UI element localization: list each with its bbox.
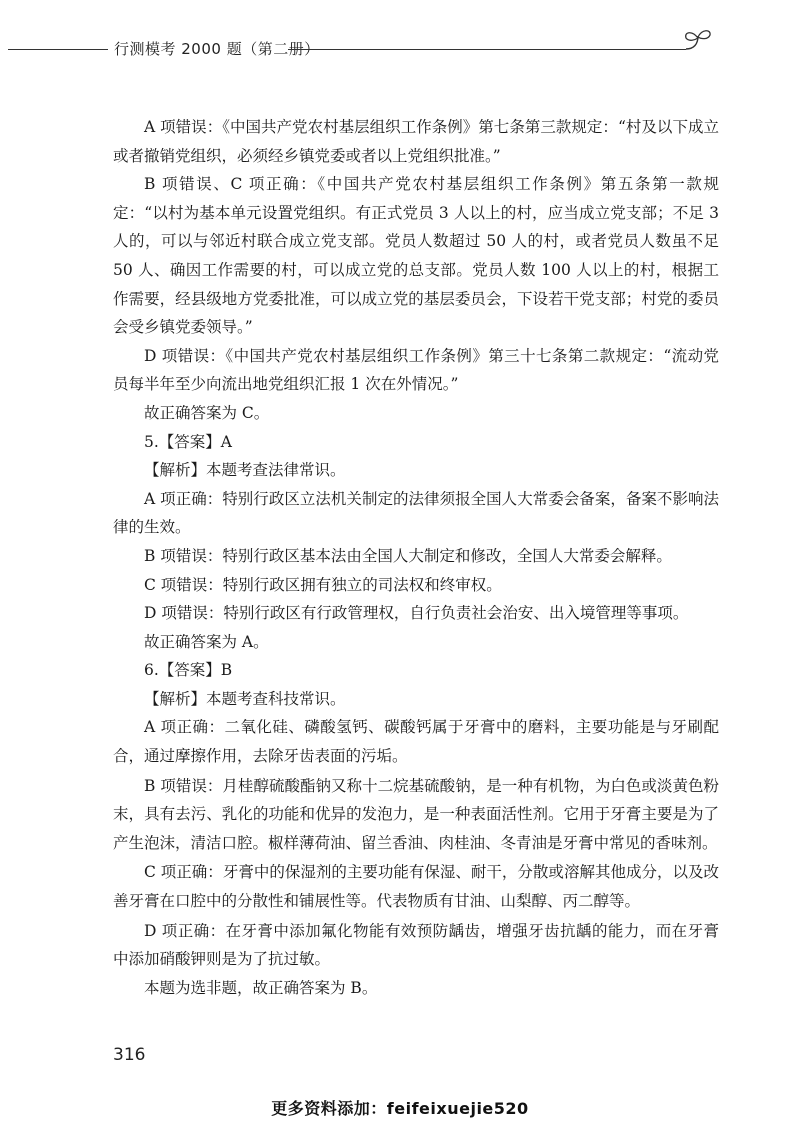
page-number: 316 [113,1045,146,1065]
analysis-heading: 【解析】本题考查科技常识。 [144,689,346,708]
header-rule-right [288,49,686,50]
paragraph: B 项错误：特别行政区基本法由全国人大制定和修改，全国人大常委会解释。 [144,546,672,565]
paragraph: 本题为选非题，故正确答案为 B。 [144,978,378,997]
paragraph: C 项错误：特别行政区拥有独立的司法权和终审权。 [144,575,502,594]
analysis-heading: 【解析】本题考查法律常识。 [144,461,346,480]
paragraph: A 项正确：二氧化硅、磷酸氢钙、碳酸钙属于牙膏中的磨料，主要功能是与牙刷配合，通过摩擦作用，去除牙齿表面的污垢。 [113,718,719,766]
paragraph: D 项正确：在牙膏中添加氟化物能有效预防龋齿，增强牙齿抗龋的能力，而在牙膏中添加硝酸钾则是为了抗过敏。 [113,921,719,969]
paragraph: C 项正确：牙膏中的保湿剂的主要功能有保湿、耐干，分散或溶解其他成分，以及改善牙膏在口腔中的分散性和铺展性等。代表物质有甘油、山梨醇、丙二醇等。 [113,863,719,911]
sprout-icon [680,26,714,58]
paragraph: A 项正确：特别行政区立法机关制定的法律须报全国人大常委会备案，备案不影响法律的生效。 [113,489,719,537]
header-title: 行测模考 2000 题（第二册） [114,40,320,58]
paragraph: B 项错误：月桂醇硫酸酯钠又称十二烷基硫酸钠，是一种有机物，为白色或淡黄色粉末，具有去污、乳化的功能和优异的发泡力，是一种表面活性剂。它用于牙膏主要是为了产生泡沫，清洁口腔。椒样薄荷油、留兰香油、肉桂油、冬青油是牙膏中常见的香味剂。 [113,776,719,852]
footer-note: 更多资料添加：feifeixuejie520 [271,1099,529,1118]
answer-heading: 5.【答案】A [144,432,232,451]
running-header [0,38,800,58]
paragraph: D 项错误：特别行政区有行政管理权，自行负责社会治安、出入境管理等事项。 [144,604,689,623]
header-rule-left [8,49,108,50]
paragraph: 故正确答案为 A。 [144,632,269,651]
page-body [113,113,719,1002]
paragraph: 故正确答案为 C。 [144,403,270,422]
answer-heading: 6.【答案】B [144,661,233,680]
paragraph: B 项错误、C 项正确：《中国共产党农村基层组织工作条例》第五条第一款规定：“以村为基本单元设置党组织。有正式党员 3 人以上的村，应当成立党支部；不足 3 人的，可以与邻近村联合成立党支部。党员人数超过 50 人的村，或者党员人数虽不足 50 人、确因工作需要的村，可以成立党的总支部。党员人数 100 人以上的村，根据工作需要，经县级地方党委批准，可以成立党的基层委员会，下设若干党支部；村党的委员会受乡镇党委领导。” [113,175,719,337]
paragraph: A 项错误：《中国共产党农村基层组织工作条例》第七条第三款规定：“村及以下成立或者撤销党组织，必须经乡镇党委或者以上党组织批准。” [113,118,719,165]
paragraph: D 项错误：《中国共产党农村基层组织工作条例》第三十七条第二款规定：“流动党员每半年至少向流出地党组织汇报 1 次在外情况。” [113,346,719,394]
